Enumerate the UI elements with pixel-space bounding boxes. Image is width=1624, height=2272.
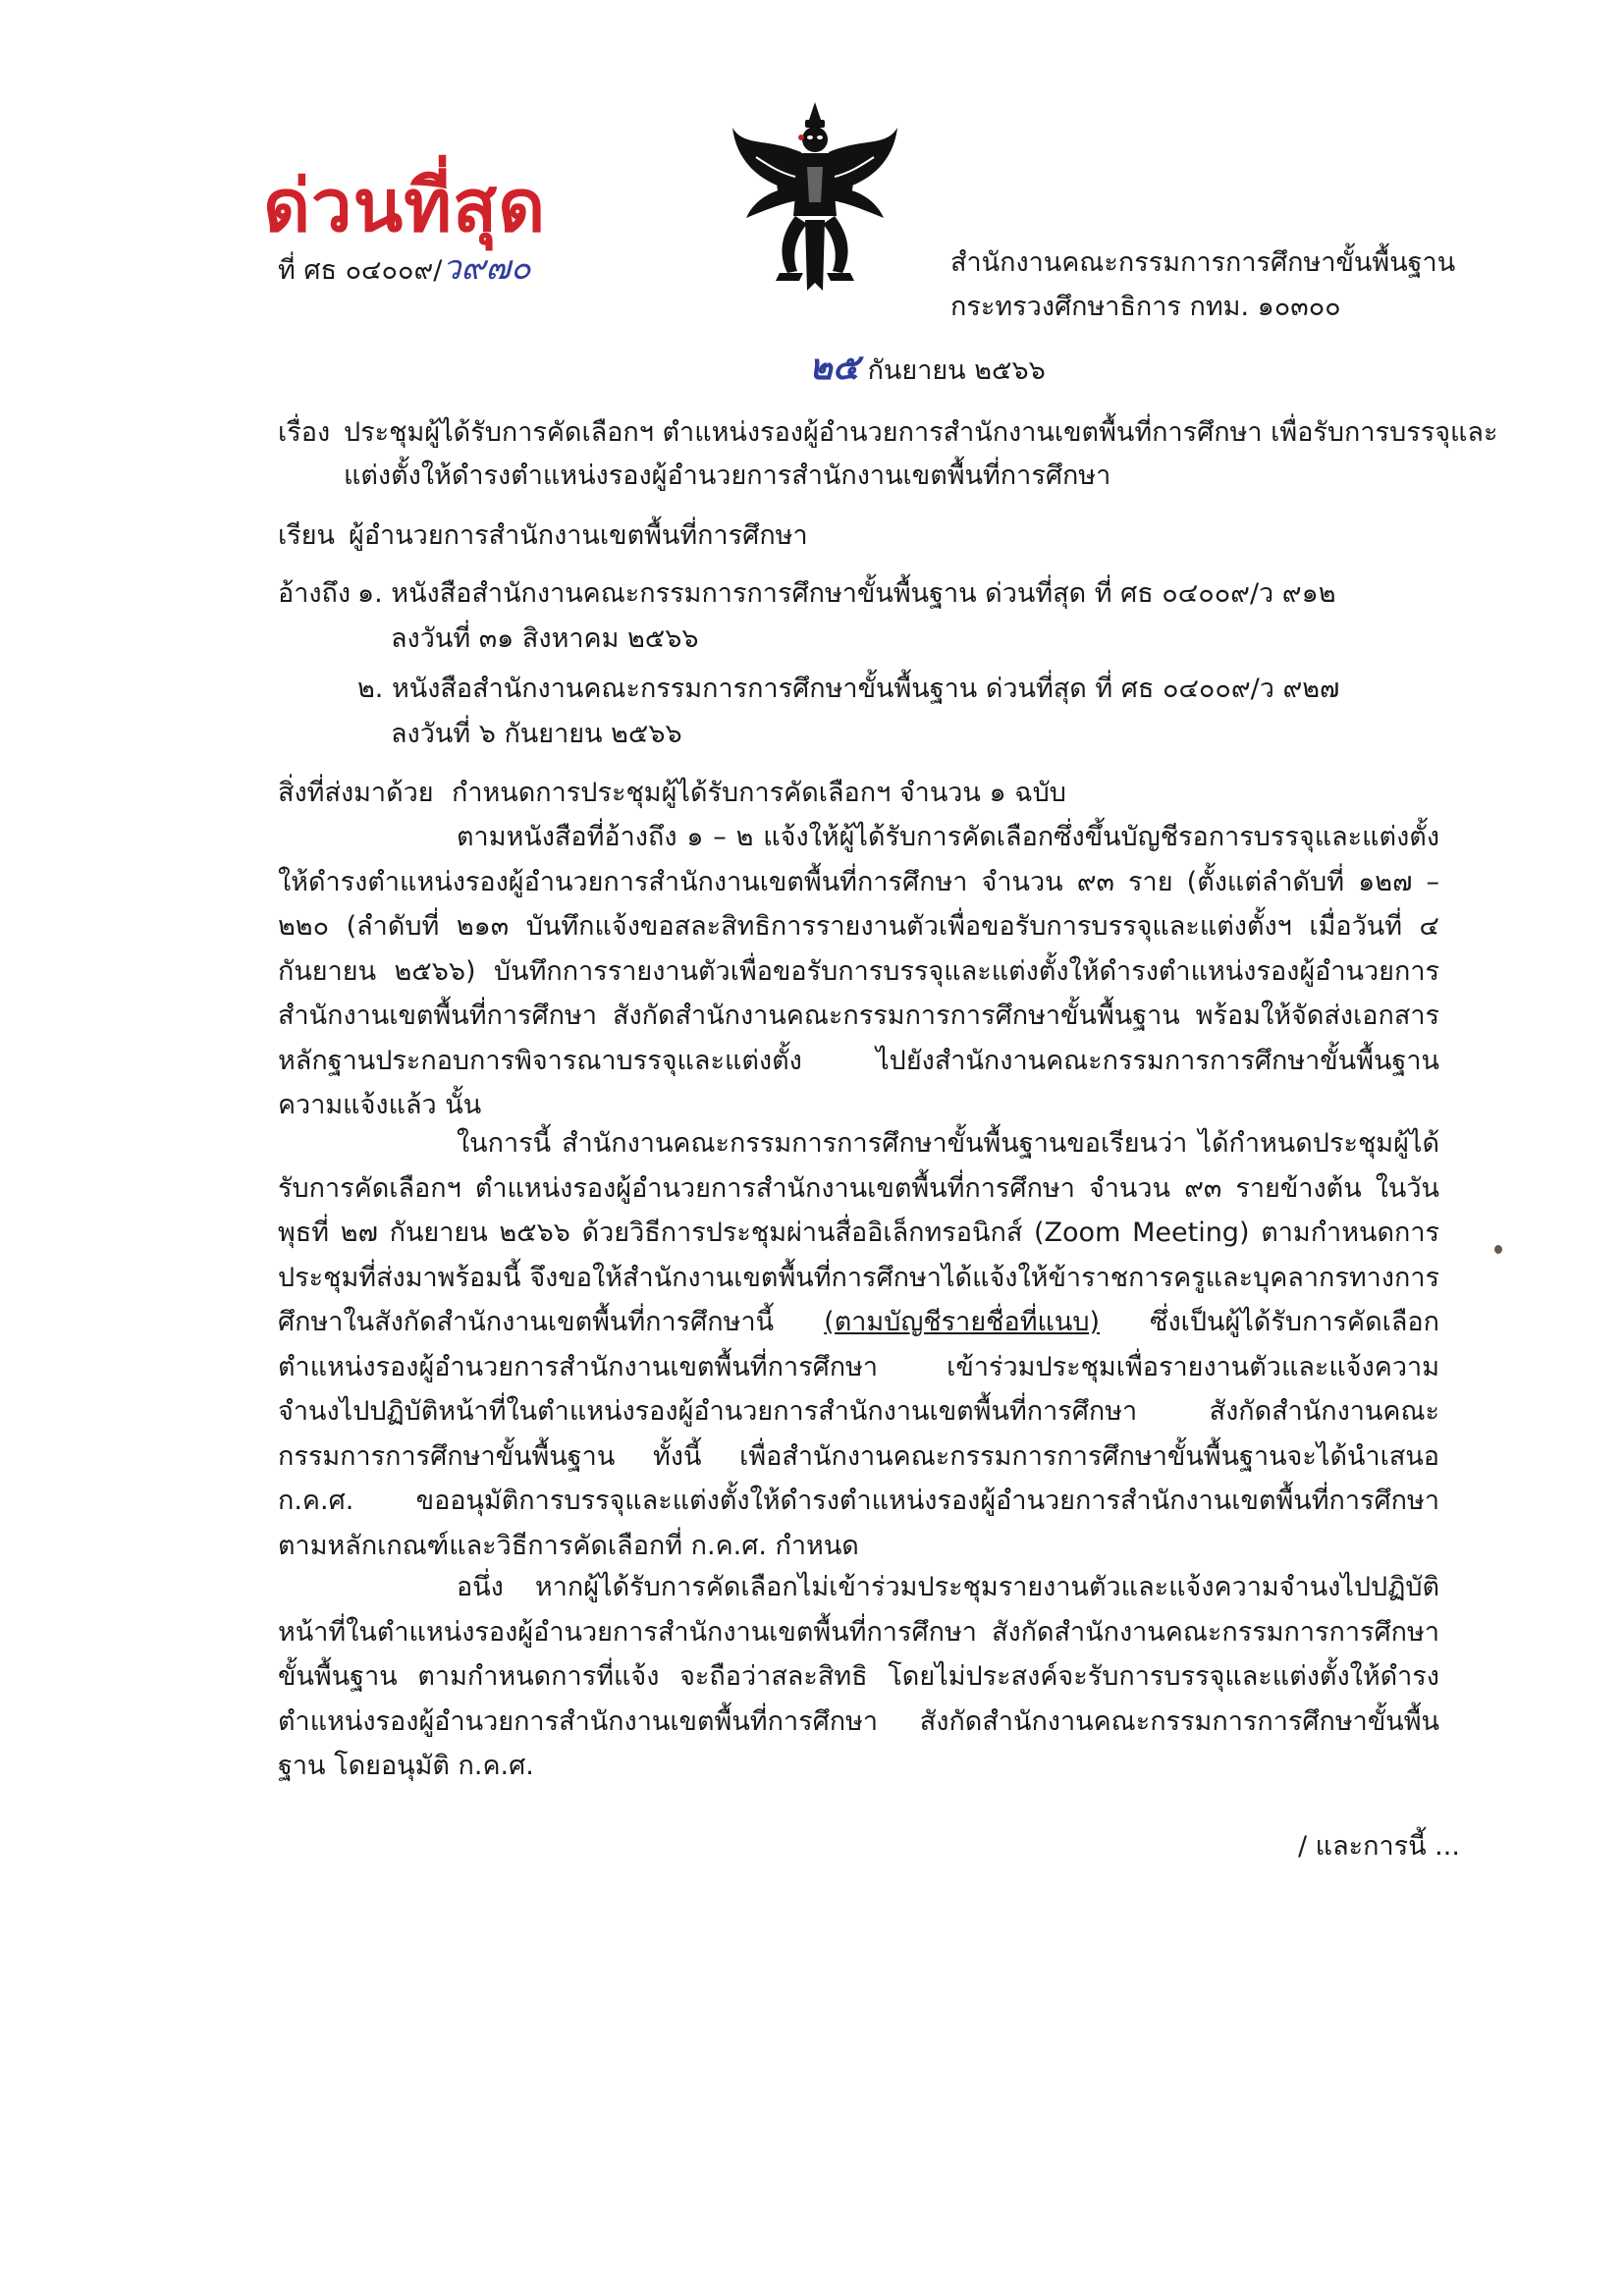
- reference-handwritten-number: ว๙๗๐: [442, 248, 531, 288]
- body-paragraph-2: [278, 1121, 1439, 1568]
- salutation-recipient: ผู้อำนวยการสำนักงานเขตพื้นที่การศึกษา: [349, 520, 808, 551]
- garuda-emblem: [727, 98, 903, 295]
- subject-line-2: แต่งตั้งให้ดำรงตำแหน่งรองผู้อำนวยการสำนักงานเขตพื้นที่การศึกษา: [344, 460, 1111, 491]
- body-paragraph-1: [278, 815, 1439, 1128]
- reference-1: ๑. หนังสือสำนักงานคณะกรรมการการศึกษาขั้นพื้นฐาน ด่วนที่สุด ที่ ศธ ๐๔๐๐๙/ว ๙๑๒: [357, 578, 1336, 609]
- paragraph-3-text: อนึ่ง หากผู้ได้รับการคัดเลือกไม่เข้าร่วมประชุมรายงานตัวและแจ้งความจำนงไปปฏิบัติหน้าที่ในตำแหน่งรองผู้อำนวยการสำนักงานเขตพื้นที่การศึกษา สังกัดสำนักงานคณะกรรมการการศึกษาขั้นพื้นฐาน ตามกำหนดการที่แจ้ง จะถือว่าสละสิทธิ โดยไม่ประสงค์จะรับการบรรจุและแต่งตั้งให้ดำรงตำแหน่งรองผู้อำนวยการสำนักงานเขตพื้นที่การศึกษา สังกัดสำนักงานคณะกรรมการการศึกษาขั้นพื้นฐาน โดยอนุมัติ ก.ค.ศ.: [278, 1572, 1439, 1781]
- date-month-year: กันยายน ๒๕๖๖: [867, 355, 1046, 386]
- agency-address: กระทรวงศึกษาธิการ กทม. ๑๐๓๐๐: [950, 292, 1341, 322]
- salutation-label: เรียน: [278, 520, 336, 551]
- subject-line-1: ประชุมผู้ได้รับการคัดเลือกฯ ตำแหน่งรองผู้อำนวยการสำนักงานเขตพื้นที่การศึกษา เพื่อรับการบรรจุและ: [344, 417, 1498, 448]
- document-date: [809, 339, 1046, 395]
- enclosure-item: กำหนดการประชุมผู้ได้รับการคัดเลือกฯ จำนวน ๑ ฉบับ: [452, 778, 1066, 808]
- continuation-note: / และการนี้ ...: [1298, 1831, 1460, 1862]
- reference-number: [278, 241, 531, 294]
- subject-label: เรื่อง: [278, 417, 331, 448]
- paragraph-1-text: ตามหนังสือที่อ้างถึง ๑ – ๒ แจ้งให้ผู้ได้รับการคัดเลือกซึ่งขึ้นบัญชีรอการบรรจุและแต่งตั้งให้ดำรงตำแหน่งรองผู้อำนวยการสำนักงานเขตพื้นที่การศึกษา จำนวน ๙๓ ราย (ตั้งแต่ลำดับที่ ๑๒๗ – ๒๒๐ (ลำดับที่ ๒๑๓ บันทึกแจ้งขอสละสิทธิการรายงานตัวเพื่อขอรับการบรรจุและแต่งตั้งฯ เมื่อวันที่ ๔ กันยายน ๒๕๖๖) บันทึกการรายงานตัวเพื่อขอรับการบรรจุและแต่งตั้งให้ดำรงตำแหน่งรองผู้อำนวยการสำนักงานเขตพื้นที่การศึกษา สังกัดสำนักงานคณะกรรมการการศึกษาขั้นพื้นฐาน พร้อมให้จัดส่งเอกสารหลักฐานประกอบการพิจารณาบรรจุและแต่งตั้ง ไปยังสำนักงานคณะกรรมการการศึกษาขั้นพื้นฐาน ความแจ้งแล้ว นั้น: [278, 822, 1439, 1120]
- urgency-stamp: ด่วนที่สุด: [263, 164, 547, 248]
- paragraph-2-start: ในการนี้ สำนักงานคณะกรรมการการศึกษาขั้นพื้นฐานขอเรียนว่า ได้กำหนดประชุมผู้ได้รับการคัดเลือกฯ ตำแหน่งรองผู้อำนวยการสำนักงานเขตพื้นที่การศึกษา จำนวน ๙๓ รายข้างต้น ในวันพุธที่ ๒๗ กันยายน ๒๕๖๖ ด้วยวิธีการประชุมผ่านสื่ออิเล็กทรอนิกส์ (Zoom Meeting) ตามกำหนดการประชุมที่ส่งมาพร้อมนี้ จึงขอให้สำนักงานเขตพื้นที่การศึกษาได้แจ้งให้ข้าราชการครูและบุคลากรทางการศึกษาในสังกัดสำนักงานเขตพื้นที่การศึกษานี้: [278, 1128, 1439, 1337]
- body-paragraph-3: [278, 1565, 1439, 1789]
- paragraph-2-text: [278, 1121, 1439, 1568]
- references-label: อ้างถึง: [278, 578, 352, 609]
- reference-1-date: ลงวันที่ ๓๑ สิงหาคม ๒๕๖๖: [391, 623, 699, 654]
- reference-2-date: ลงวันที่ ๖ กันยายน ๒๕๖๖: [391, 719, 682, 749]
- scan-speck: [1494, 1245, 1502, 1254]
- reference-prefix: ที่ ศธ ๐๔๐๐๙/: [278, 255, 443, 286]
- paragraph-2-end: ซึ่งเป็นผู้ได้รับการคัดเลือกตำแหน่งรองผู้อำนวยการสำนักงานเขตพื้นที่การศึกษา เข้าร่วมประชุมเพื่อรายงานตัวและแจ้งความจำนงไปปฏิบัติหน้าที่ในตำแหน่งรองผู้อำนวยการสำนักงานเขตพื้นที่การศึกษา สังกัดสำนักงานคณะกรรมการการศึกษาขั้นพื้นฐาน ทั้งนี้ เพื่อสำนักงานคณะกรรมการการศึกษาขั้นพื้นฐานจะได้นำเสนอ ก.ค.ศ. ขออนุมัติการบรรจุและแต่งตั้งให้ดำรงตำแหน่งรองผู้อำนวยการสำนักงานเขตพื้นที่การศึกษา ตามหลักเกณฑ์และวิธีการคัดเลือกที่ ก.ค.ศ. กำหนด: [278, 1307, 1439, 1561]
- agency-name: สำนักงานคณะกรรมการการศึกษาขั้นพื้นฐาน: [950, 247, 1456, 278]
- date-day-handwritten: ๒๕: [809, 348, 859, 388]
- enclosure-label: สิ่งที่ส่งมาด้วย: [278, 778, 434, 808]
- reference-2: ๒. หนังสือสำนักงานคณะกรรมการการศึกษาขั้นพื้นฐาน ด่วนที่สุด ที่ ศธ ๐๔๐๐๙/ว ๙๒๗: [357, 674, 1340, 704]
- attached-list-note: (ตามบัญชีรายชื่อที่แนบ): [824, 1307, 1101, 1337]
